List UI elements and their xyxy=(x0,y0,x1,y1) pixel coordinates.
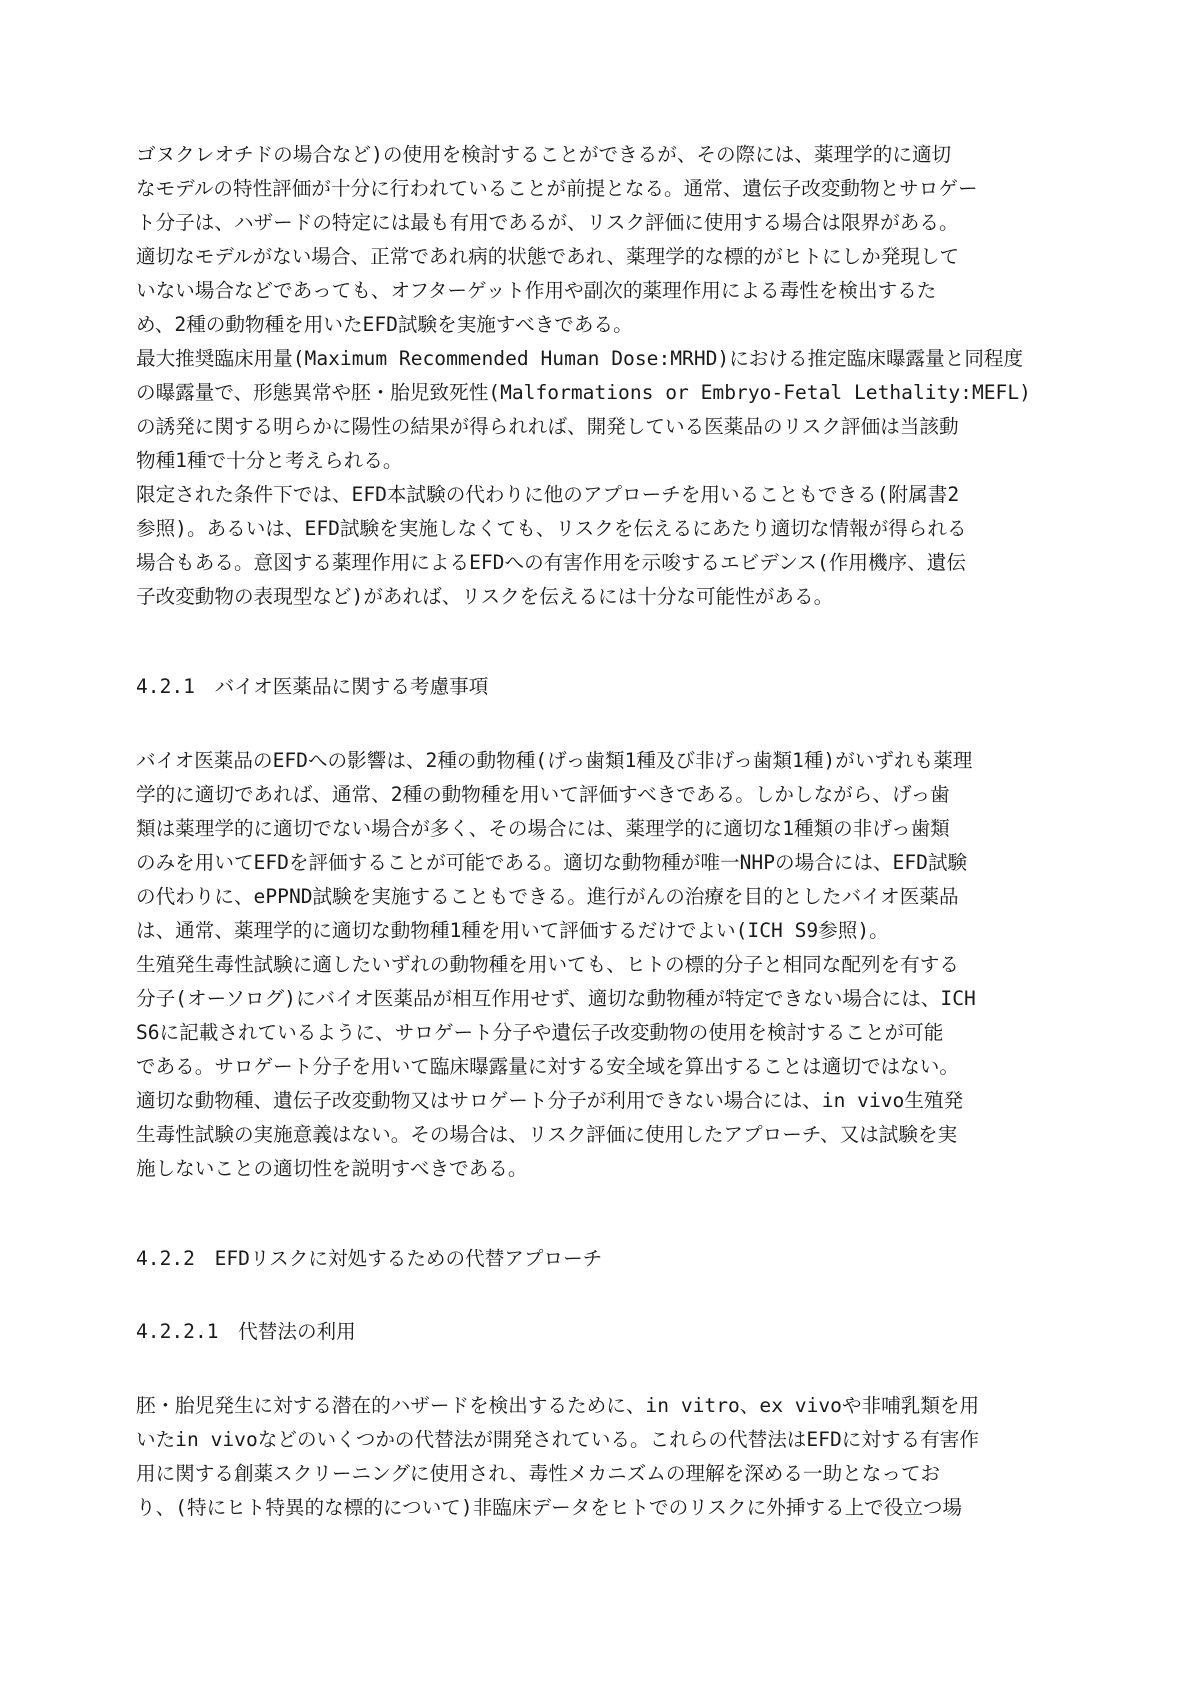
text-line: 生毒性試験の実施意義はない。その場合は、リスク評価に使用したアプローチ、又は試験を実 xyxy=(136,1123,958,1146)
text-line: 用に関する創薬スクリーニングに使用され、毒性メカニズムの理解を深める一助となってお xyxy=(136,1462,941,1485)
text-line: は、通常、薬理学的に適切な動物種1種を用いて評価するだけでよい(ICH S9参照)。 xyxy=(136,919,889,942)
text-line: ゴヌクレオチドの場合など)の使用を検討することができるが、その際には、薬理学的に適切 xyxy=(136,143,952,166)
text-line: 最大推奨臨床用量(Maximum Recommended Human Dose:MRHD)における推定臨床曝露量と同程度 xyxy=(136,347,1024,370)
text-line: 生殖発生毒性試験に適したいずれの動物種を用いても、ヒトの標的分子と相同な配列を有する xyxy=(136,953,959,976)
text-line: バイオ医薬品のEFDへの影響は、2種の動物種(げっ歯類1種及び非げっ歯類1種)がいずれも薬理 xyxy=(136,749,973,772)
text-line: め、2種の動物種を用いたEFD試験を実施すべきである。 xyxy=(136,313,633,336)
text-line: いない場合などであっても、オフターゲット作用や副次的薬理作用による毒性を検出するた xyxy=(136,279,937,302)
text-line: の代わりに、ePPND試験を実施することもできる。進行がんの治療を目的としたバイオ医薬品 xyxy=(136,885,959,908)
text-line: 分子(オーソログ)にバイオ医薬品が相互作用せず、適切な動物種が特定できない場合には、ICH xyxy=(136,987,976,1010)
text-line: S6に記載されているように、サロゲート分子や遺伝子改変動物の使用を検討することが可能 xyxy=(136,1021,944,1044)
text-line: 適切な動物種、遺伝子改変動物又はサロゲート分子が利用できない場合には、in vivo生殖発 xyxy=(136,1089,964,1112)
text-line: である。サロゲート分子を用いて臨床曝露量に対する安全域を算出することは適切ではない。 xyxy=(136,1055,959,1078)
subsection-heading: 4.2.2.1 代替法の利用 xyxy=(136,1320,356,1343)
text-line: 適切なモデルがない場合、正常であれ病的状態であれ、薬理学的な標的がヒトにしか発現して xyxy=(136,245,960,268)
text-line: のみを用いてEFDを評価することが可能である。適切な動物種が唯一NHPの場合には、EFD試験 xyxy=(136,851,968,874)
text-line: いたin vivoなどのいくつかの代替法が開発されている。これらの代替法はEFDに対する有害作 xyxy=(136,1428,979,1451)
text-line: ト分子は、ハザードの特定には最も有用であるが、リスク評価に使用する場合は限界がある。 xyxy=(136,211,959,234)
text-line: 学的に適切であれば、通常、2種の動物種を用いて評価すべきである。しかしながら、げっ歯 xyxy=(136,783,950,806)
text-line: 施しないことの適切性を説明すべきである。 xyxy=(136,1157,528,1180)
text-line: の誘発に関する明らかに陽性の結果が得られれば、開発している医薬品のリスク評価は当該動 xyxy=(136,415,959,438)
text-line: なモデルの特性評価が十分に行われていることが前提となる。通常、遺伝子改変動物とサロゲー xyxy=(136,177,978,200)
section-heading: 4.2.1 バイオ医薬品に関する考慮事項 xyxy=(136,675,489,698)
text-line: り、(特にヒト特異的な標的について)非臨床データをヒトでのリスクに外挿する上で役立つ場 xyxy=(136,1496,963,1519)
text-line: の曝露量で、形態異常や胚・胎児致死性(Malformations or Embryo-Fetal Lethality:MEFL) xyxy=(136,381,1031,404)
text-line: 物種1種で十分と考えられる。 xyxy=(136,449,403,472)
text-line: 類は薬理学的に適切でない場合が多く、その場合には、薬理学的に適切な1種類の非げっ歯類 xyxy=(136,817,950,840)
text-line: 限定された条件下では、EFD本試験の代わりに他のアプローチを用いることもできる(附属書2 xyxy=(136,483,960,506)
text-line: 参照)。あるいは、EFD試験を実施しなくても、リスクを伝えるにあたり適切な情報が得られる xyxy=(136,517,967,540)
text-line: 胚・胎児発生に対する潜在的ハザードを検出するために、in vitro、ex vivoや非哺乳類を用 xyxy=(136,1394,980,1417)
text-line: 場合もある。意図する薬理作用によるEFDへの有害作用を示唆するエビデンス(作用機序、遺伝 xyxy=(136,551,966,574)
section-heading: 4.2.2 EFDリスクに対処するための代替アプローチ xyxy=(136,1247,603,1270)
text-line: 子改変動物の表現型など)があれば、リスクを伝えるには十分な可能性がある。 xyxy=(136,585,834,608)
